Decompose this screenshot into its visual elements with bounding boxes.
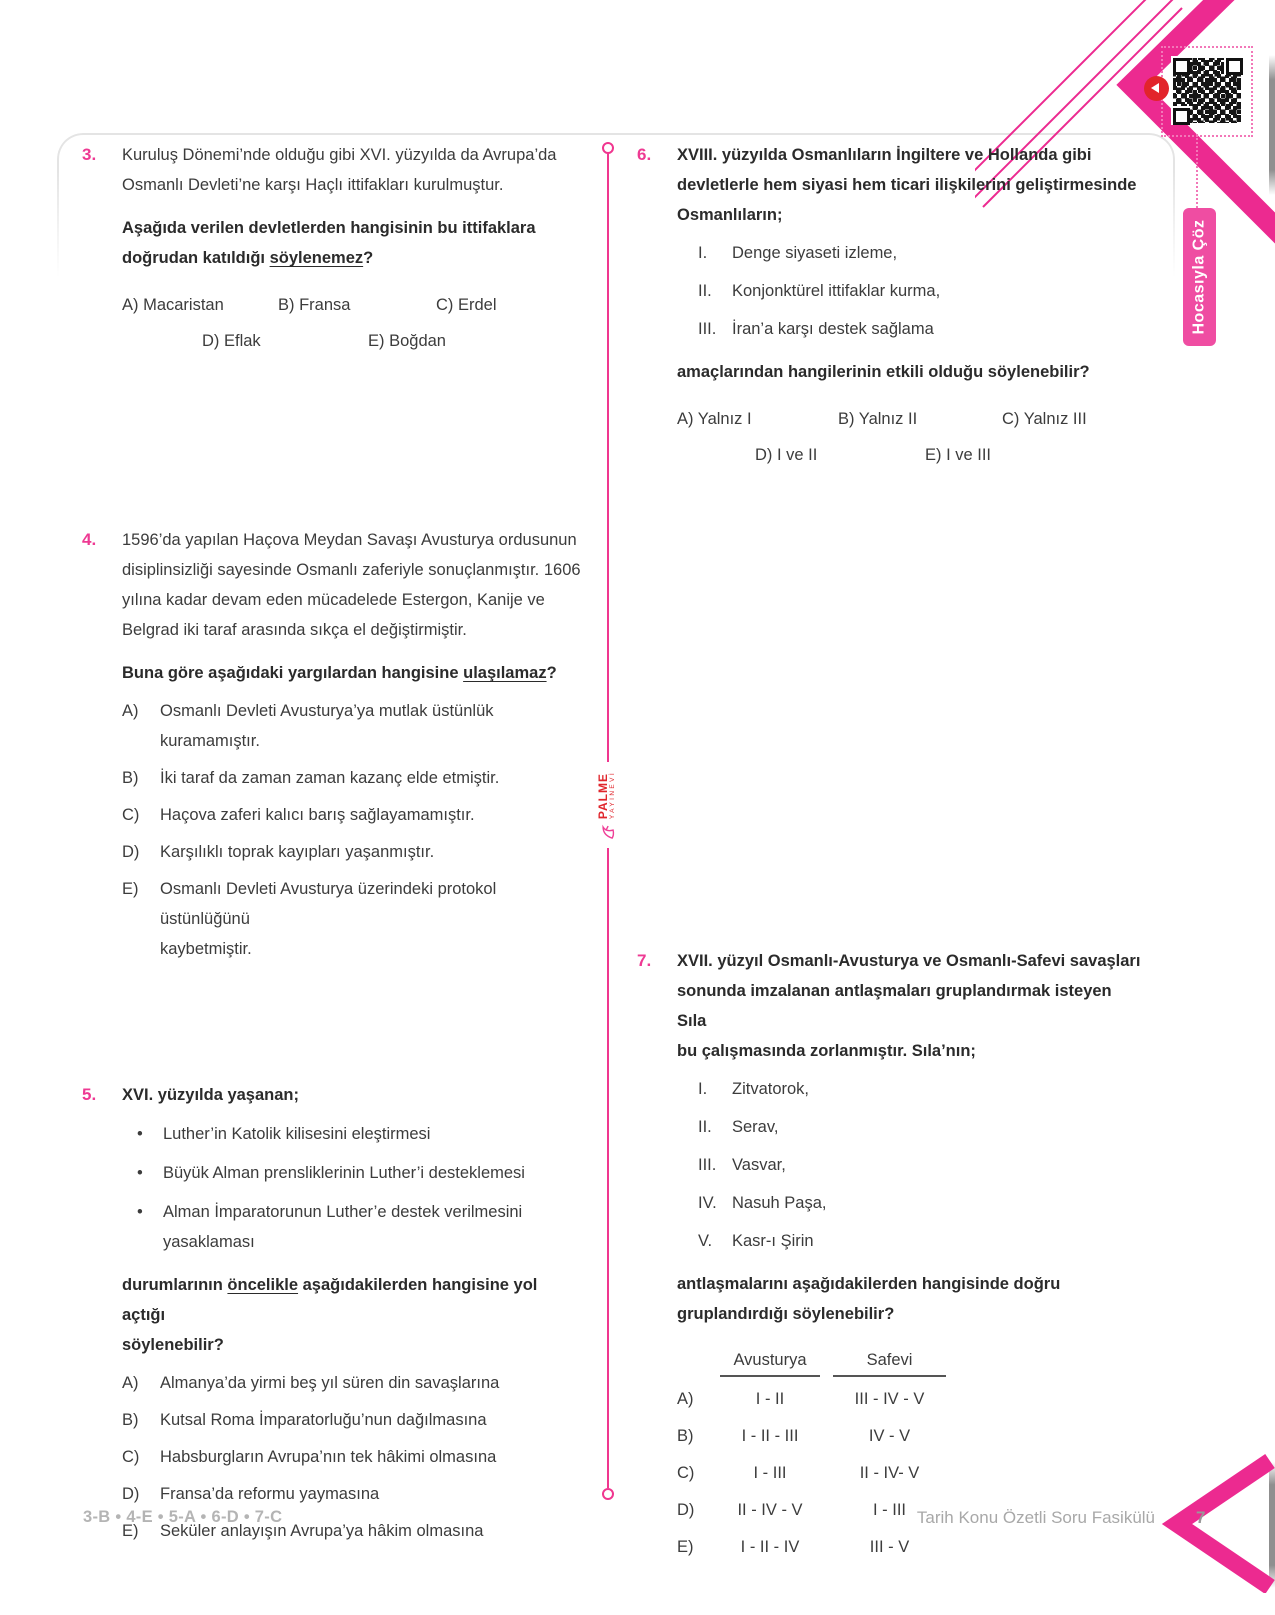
question-number: 7.: [637, 951, 652, 970]
option-e: E) Boğdan: [368, 332, 446, 350]
question-number: 6.: [637, 145, 652, 164]
question-header: XVI. yüzyılda yaşanan;: [122, 1086, 299, 1104]
table-header-row: [677, 1345, 1142, 1377]
question-body-line: yılına kadar devam eden mücadelede Estergon, Kanije ve: [122, 591, 545, 609]
option-d: D) Karşılıklı toprak kayıpları yaşanmıştır.: [122, 843, 435, 861]
question-body-line: 1596’da yapılan Haçova Meydan Savaşı Avusturya ordusunun: [122, 531, 577, 549]
options-list: [122, 696, 582, 964]
option-e: E) Seküler anlayışın Avrupa’ya hâkim olmasına: [122, 1522, 484, 1540]
roman-item: III. Vasvar,: [698, 1156, 786, 1174]
roman-item: III. İran’a karşı destek sağlama: [698, 320, 934, 338]
column-divider-line: [607, 152, 609, 762]
qr-finder-icon: [1171, 106, 1190, 125]
question-body-line: devletlerle hem siyasi hem ticari ilişkilerini geliştirmesinde: [677, 176, 1137, 194]
qr-finder-icon: [1224, 56, 1243, 75]
qr-finder-icon: [1171, 56, 1190, 75]
option-c: C) Erdel: [436, 296, 497, 314]
publisher-subname: YAYINEVİ: [609, 770, 617, 819]
roman-item: V. Kasr-ı Şirin: [698, 1232, 814, 1250]
option-a: A) Yalnız I: [677, 410, 752, 428]
footer-booklet-title: Tarih Konu Özetli Soru Fasikülü: [916, 1508, 1155, 1527]
dotted-connector-line: [1196, 134, 1198, 208]
qr-code: [1171, 56, 1243, 125]
option-e: E) I ve III: [925, 446, 992, 464]
question-body-line: Osmanlı Devleti’ne karşı Haçlı ittifakları kurulmuştur.: [122, 176, 504, 194]
table-row: D) II - IV - V I - III: [677, 1501, 906, 1519]
column-divider-line: [607, 848, 609, 1488]
play-triangle-icon: [1151, 83, 1159, 93]
option-c: C) Habsburgların Avrupa’nın tek hâkimi olmasına: [122, 1448, 497, 1466]
side-tab-label: Hocasıyla Çöz: [1190, 219, 1208, 335]
column-header-safevi: Safevi: [833, 1345, 946, 1377]
option-d: D) Eflak: [202, 332, 261, 350]
bullet-list: [122, 1119, 582, 1257]
publisher-logo: [578, 762, 638, 848]
option-b: B) İki taraf da zaman zaman kazanç elde etmiştir.: [122, 769, 500, 787]
divider-end-circle-bottom: [602, 1488, 614, 1500]
underlined-keyword: söylenemez: [269, 249, 364, 267]
option-a: A) Macaristan: [122, 296, 224, 314]
question-number: 3.: [82, 145, 97, 164]
column-header-avusturya: Avusturya: [720, 1345, 820, 1377]
table-row: C) I - III II - IV- V: [677, 1464, 920, 1482]
question-body-line: Belgrad iki taraf arasında sıkça el değiştirmiştir.: [122, 621, 467, 639]
option-b: B) Fransa: [278, 296, 351, 314]
roman-list: [677, 238, 1142, 344]
question-stem: Buna göre aşağıdaki yargılardan hangisine ulaşılamaz?: [122, 664, 557, 682]
option-b: B) Kutsal Roma İmparatorluğu’nun dağılmasına: [122, 1411, 487, 1429]
option-a: A) Almanya’da yirmi beş yıl süren din savaşlarına: [122, 1374, 500, 1392]
bullet-item: • Büyük Alman prensliklerinin Luther’i desteklemesi: [122, 1158, 582, 1188]
roman-item: II. Serav,: [698, 1118, 779, 1136]
question-number: 4.: [82, 530, 97, 549]
underlined-keyword: ulaşılamaz: [463, 664, 547, 682]
roman-item: II. Konjonktürel ittifaklar kurma,: [698, 282, 941, 300]
question-stem: antlaşmalarını aşağıdakilerden hangisinde doğru gruplandırdığı söylenebilir?: [677, 1275, 1061, 1323]
question-3: [82, 140, 582, 356]
question-6: [637, 140, 1142, 470]
roman-item: I. Zitvatorok,: [698, 1080, 810, 1098]
option-b: B) Yalnız II: [838, 410, 918, 428]
bullet-icon: •: [137, 1164, 143, 1182]
bullet-icon: •: [137, 1203, 143, 1221]
roman-list: [677, 1074, 1142, 1256]
question-4: [82, 525, 582, 964]
option-d: D) Fransa’da reformu yaymasına: [122, 1485, 380, 1503]
question-body-line: XVIII. yüzyılda Osmanlıların İngiltere ve Hollanda gibi: [677, 146, 1092, 164]
option-d: D) I ve II: [755, 446, 818, 464]
bullet-item: • Luther’in Katolik kilisesini eleştirmesi: [122, 1119, 582, 1149]
options-grid: [677, 404, 1142, 470]
question-body-line: Osmanlıların;: [677, 206, 783, 224]
question-number: 5.: [82, 1085, 97, 1104]
answer-key: 3-B • 4-E • 5-A • 6-D • 7-C: [83, 1508, 283, 1526]
underlined-keyword: öncelikle: [227, 1276, 299, 1294]
bullet-item: • Alman İmparatorunun Luther’e destek verilmesini yasaklaması: [122, 1197, 582, 1257]
question-body-line: disiplinsizliği sayesinde Osmanlı zaferiyle sonuçlanmıştır. 1606: [122, 561, 581, 579]
options-grid: [122, 290, 582, 356]
question-body-line: bu çalışmasında zorlanmıştır. Sıla’nın;: [677, 1042, 976, 1060]
bullet-icon: •: [137, 1125, 143, 1143]
question-7: [637, 946, 1142, 1562]
page-edge-shadow-top: [1269, 55, 1275, 195]
publisher-name: PALME: [596, 772, 611, 819]
table-row: E) I - II - IV III - V: [677, 1538, 910, 1556]
table-row: B) I - II - III IV - V: [677, 1427, 911, 1445]
option-a: A) Osmanlı Devleti Avusturya’ya mutlak üstünlük kuramamıştır.: [122, 702, 494, 750]
side-tab-hocasiyla-coz: [1183, 208, 1216, 346]
question-body-line: Kuruluş Dönemi’nde olduğu gibi XVI. yüzyılda da Avrupa’da: [122, 146, 557, 164]
option-c: C) Yalnız III: [1002, 410, 1087, 428]
question-stem: Aşağıda verilen devletlerden hangisinin bu ittifaklara doğrudan katıldığı söylenemez?: [122, 219, 536, 267]
option-e: E) Osmanlı Devleti Avusturya üzerindeki protokol üstünlüğünü kaybetmiştir.: [122, 880, 497, 958]
question-body-line: sonunda imzalanan antlaşmaları gruplandırmak isteyen Sıla: [677, 982, 1112, 1030]
play-badge-icon: [1144, 76, 1169, 101]
publisher-bird-icon: [600, 824, 616, 840]
option-c: C) Haçova zaferi kalıcı barış sağlayamamıştır.: [122, 806, 475, 824]
question-body-line: XVII. yüzyıl Osmanlı-Avusturya ve Osmanlı-Safevi savaşları: [677, 952, 1141, 970]
question-stem: amaçlarından hangilerinin etkili olduğu söylenebilir?: [677, 363, 1090, 381]
roman-item: I. Denge siyaseti izleme,: [698, 244, 898, 262]
table-row: A) I - II III - IV - V: [677, 1390, 925, 1408]
page-number: 7: [1196, 1508, 1206, 1527]
question-5: [82, 1080, 582, 1546]
question-stem: durumlarının öncelikle aşağıdakilerden hangisine yol açtığı söylenebilir?: [122, 1276, 538, 1354]
grouping-table: [637, 1345, 1142, 1562]
roman-item: IV. Nasuh Paşa,: [698, 1194, 827, 1212]
